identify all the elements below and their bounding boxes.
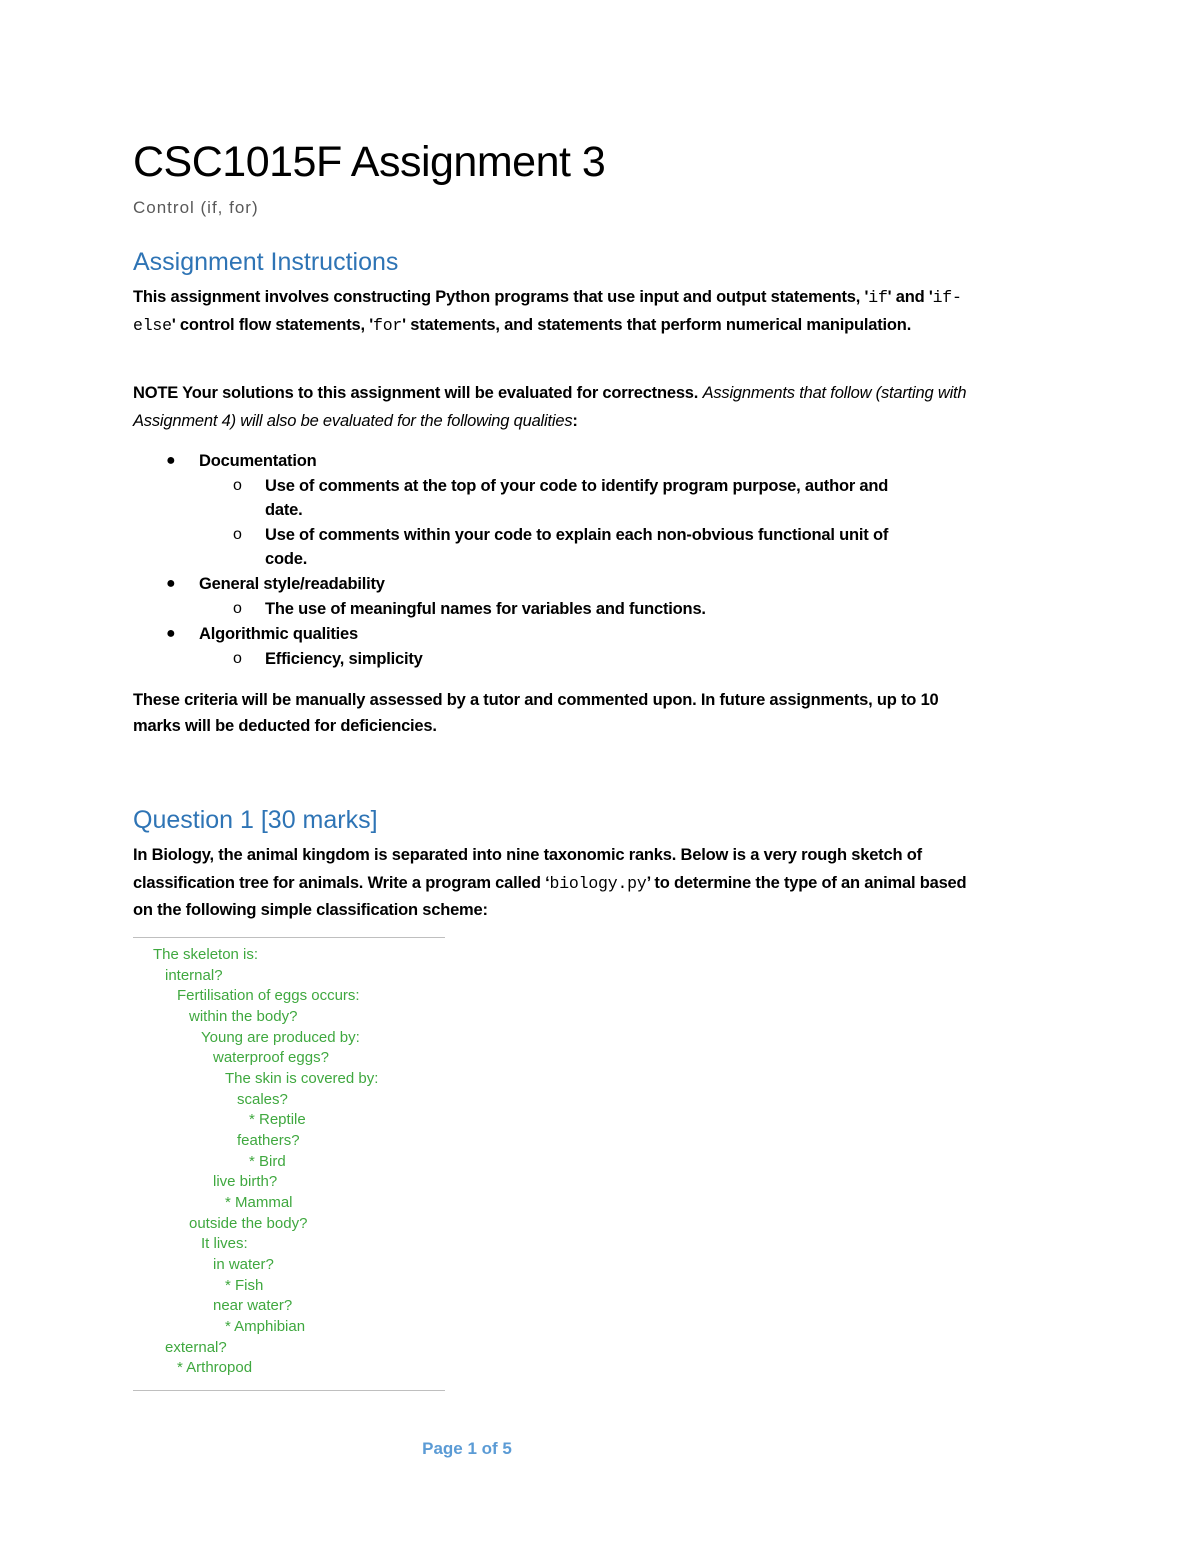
question1-text-1: In Biology, the animal kingdom is separated into nine taxonomic ranks. Below is a very rough sketch of classification tree for animals. Write a program called ‘ xyxy=(133,846,922,892)
list-item: Algorithmic qualities xyxy=(199,625,358,643)
code-if: if xyxy=(868,288,888,307)
list-item: Use of comments at the top of your code to identify program purpose, author and xyxy=(265,477,889,495)
document-subtitle: Control (if, for) xyxy=(133,198,259,217)
tree-line: It lives: xyxy=(201,1235,248,1252)
instructions-paragraph-2 xyxy=(133,380,968,435)
tree-line: outside the body? xyxy=(189,1215,308,1232)
list-item: The use of meaningful names for variables and functions. xyxy=(265,600,706,618)
tree-line: * Fish xyxy=(225,1277,264,1294)
tree-line: * Reptile xyxy=(249,1111,306,1128)
code-if-else: if-else xyxy=(133,288,962,335)
question1-heading: Question 1 [30 marks] xyxy=(133,806,378,834)
document-title: CSC1015F Assignment 3 xyxy=(133,138,606,186)
tree-line: feathers? xyxy=(237,1132,300,1149)
tree-line: near water? xyxy=(213,1297,293,1314)
tree-line: The skeleton is: xyxy=(153,946,259,963)
bullet-icon: ● xyxy=(166,625,176,642)
instructions-heading: Assignment Instructions xyxy=(133,248,399,276)
tree-line: Fertilisation of eggs occurs: xyxy=(177,987,360,1004)
list-item: Documentation xyxy=(199,452,317,470)
page-number: Page 1 of 5 xyxy=(422,1439,512,1458)
tree-line: * Arthropod xyxy=(177,1359,253,1376)
note-italic-text: Assignments that follow (starting with Assignment 4) will also be evaluated for the following qualities xyxy=(133,384,967,430)
para1-text-2: ' and ' xyxy=(887,288,933,306)
list-item: Efficiency, simplicity xyxy=(265,650,423,668)
list-item: Use of comments within your code to explain each non-obvious functional unit of xyxy=(265,526,889,544)
tree-line: scales? xyxy=(237,1091,288,1108)
para1-text-3: ' control flow statements, ' xyxy=(171,315,374,334)
code-for: for xyxy=(373,315,403,335)
tree-line: external? xyxy=(165,1339,227,1356)
bullet-icon: ● xyxy=(166,452,176,469)
tree-line: * Amphibian xyxy=(225,1318,306,1335)
instructions-paragraph-3: These criteria will be manually assessed by a tutor and commented upon. In future assignments, up to 10 marks will be deducted for deficiencies. xyxy=(133,691,939,735)
instructions-paragraph-1 xyxy=(133,284,968,339)
list-item: date. xyxy=(265,501,303,519)
note-text: NOTE Your solutions to this assignment will be evaluated for correctness. xyxy=(133,384,703,402)
code-biology-py: biology.py xyxy=(549,873,647,893)
sub-bullet-icon: o xyxy=(233,477,242,494)
sub-bullet-icon: o xyxy=(233,650,242,667)
para1-text-1: This assignment involves constructing Python programs that use input and output statements, ' xyxy=(133,288,869,306)
tree-line: The skin is covered by: xyxy=(225,1070,379,1087)
tree-line: * Mammal xyxy=(225,1194,293,1211)
question1-text-2: ’ to determine the type of an animal based on the following simple classification scheme: xyxy=(133,873,967,919)
question1-text xyxy=(133,842,968,925)
classification-tree xyxy=(133,937,445,1391)
sub-bullet-icon: o xyxy=(233,600,242,617)
tree-line: waterproof eggs? xyxy=(213,1049,329,1066)
tree-line: * Bird xyxy=(249,1153,286,1170)
bullet-icon: ● xyxy=(166,575,176,592)
para1-text-4: ' statements, and statements that perform numerical manipulation. xyxy=(402,315,912,334)
tree-line: in water? xyxy=(213,1256,274,1273)
list-item: code. xyxy=(265,550,308,568)
tree-line: Young are produced by: xyxy=(201,1029,360,1046)
list-item: General style/readability xyxy=(199,575,385,593)
note-colon: : xyxy=(572,411,578,430)
sub-bullet-icon: o xyxy=(233,526,242,543)
tree-line: within the body? xyxy=(189,1008,298,1025)
tree-line: internal? xyxy=(165,967,223,984)
tree-line: live birth? xyxy=(213,1173,278,1190)
